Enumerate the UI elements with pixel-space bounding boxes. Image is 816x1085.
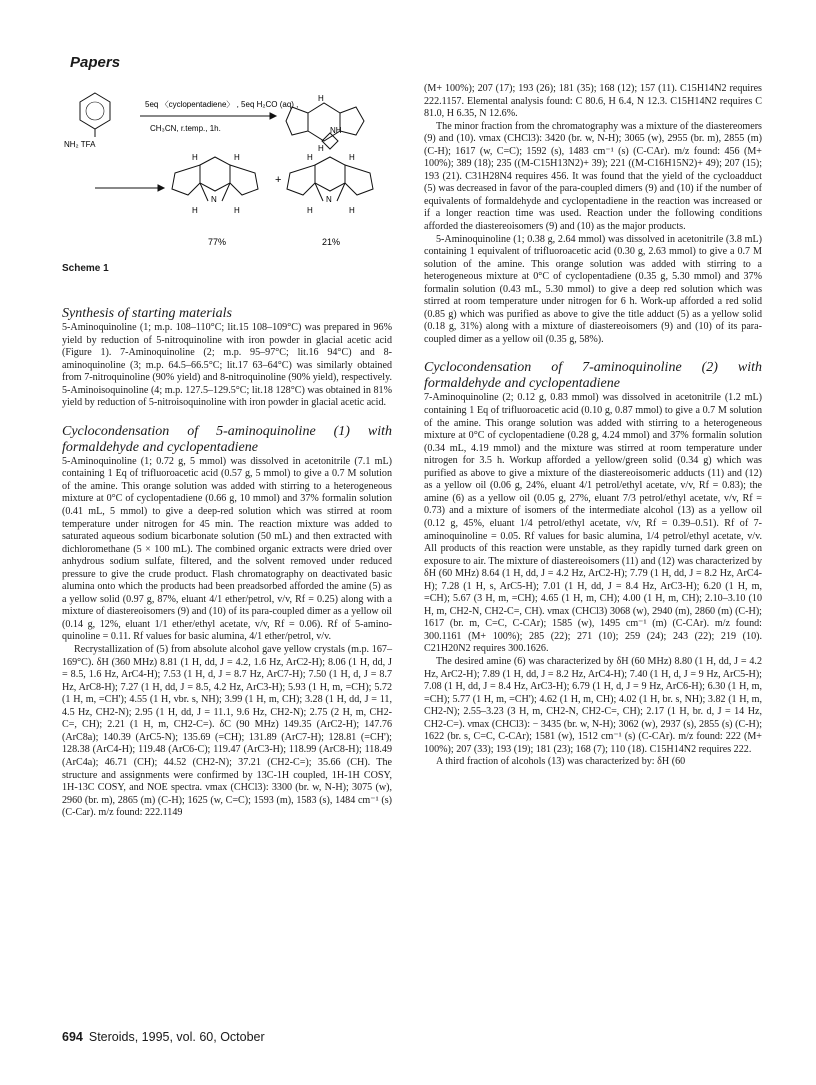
paragraph: 5-Aminoquinoline (1; 0.72 g, 5 mmol) was dissolved in acetonitrile (7.1 mL) containing 1 Eq of trifluoroacetic acid (0.57 g, 5 mmol) to give a 0.7 M solution of the amine. This orange solution was added with stirring to a heterogeneous mixture at 0°C of cyclopentadiene (0.66 g, 10 mmol) and 37% formalin solution (0.41 mL, 5 mmol) to give a deep-red solution which was stirred at room temperature under nitrogen for 45 min. The reaction mixture was added to saturated aqueous sodium bicarbonate solution (50 mL) and then extracted with dichloromethane (5 × 100 mL). The combined organic extracts were dried over anhydrous sodium sulfate, filtered, and the solvent removed under reduced pressure to give the crude product. Flash chromatography on deactivated basic alumina onto which the products had been preadsorbed afforded the amine (5) as a yellow solid (0.97 g, 87%, eluant 4/1 ether/petrol, v/v, Rf = 0.25) along with a mixture of diastereoisomers (9) and (10) of its para-coupled dimer as a yellow oil (0.14 g, 12%, eluant 1/1 ether/ethyl acetate, v/v, Rf = 0.06). Rf of 5-amino-quinoline = 0.11. Rf values for basic alumina, 4/1 ether/petrol, v/v. bbox=[62, 455, 392, 643]
section-title-synthesis: Synthesis of starting materials bbox=[62, 306, 232, 321]
product-77-core bbox=[200, 157, 230, 191]
right-column bbox=[424, 83, 762, 769]
section-title-cyclocondensation-5: Cyclocondensation of 5-aminoquinoline (1) with formaldehyde and cyclopentadiene bbox=[62, 423, 392, 455]
h-label: H bbox=[349, 153, 355, 162]
start-benzene-ring bbox=[80, 93, 110, 129]
paragraph: A third fraction of alcohols (13) was characterized by: δH (60 bbox=[436, 756, 686, 768]
h-label: H bbox=[192, 206, 198, 215]
paragraph: (M+ 100%); 207 (17); 193 (26); 181 (35); 168 (12); 157 (11). C15H14N2 requires 222.1157. Elemental analysis found: C 80.6, H 6.4, N 12.3. C15H14N2 requires C 81.0, H 6.35, N 12.6%. bbox=[424, 83, 762, 120]
h-label: H bbox=[318, 94, 324, 103]
paragraph: The minor fraction from the chromatography was a mixture of the diastereomers (9) and (10). νmax (CHCl3): 3420 (br. w, N-H); 3065 (w), 2955 (br. m), 2855 (m) (C-H); 1617 (w, C=C); 1592 (s), 1483 cm⁻¹ (s) (C-CAr). m/z found: 456 (M+ 100%); 389 (18); 235 ((M-C15H13N2)+ 39); 221 ((M-C16H15N2)+ 49); 207 (15); 193 (21). C31H28N4 requires 456. It was found that the yield of the cycloadduct (5) was decreased in favor of the para-coupled dimers (9) and (10) if the number of equivalents of formaldehyde and cyclopentadiene in the reaction was increased or if a longer reaction time was used. Reaction under the following conditions afforded the diastereoisomers (9) and (10) as the major products. bbox=[424, 120, 762, 233]
n-label: N bbox=[326, 195, 332, 204]
n-label: N bbox=[211, 195, 217, 204]
product-21-core bbox=[315, 157, 345, 191]
plus-sign: + bbox=[275, 174, 282, 186]
h-label: H bbox=[307, 153, 313, 162]
running-header: Papers bbox=[70, 54, 121, 71]
h-label: H bbox=[318, 144, 324, 153]
start-label: NH₂ TFA bbox=[64, 140, 96, 149]
h-label: H bbox=[349, 206, 355, 215]
scheme-1-figure bbox=[60, 85, 390, 275]
paragraph: The desired amine (6) was characterized by δH (60 MHz) 8.80 (1 H, dd, J = 4.2 Hz, ArC2-H); 7.89 (1 H, dd, J = 8.2 Hz, ArC4-H); 7.40 (1 H, d, J = 9 Hz, ArC5-H); 7.08 (1 H, dd, J = 8.4 Hz, ArC3-H); 6.79 (1 H, d, J = 9 Hz, ArC6-H); 6.30 (1 H, m, =CH); 5.77 (1 H, m, =CH'); 4.62 (1 H, m, CH); 4.02 (1 H, br. s, NH); 3.82 (1 H, m, CH2-N); 2.55–3.23 (3 H, m, CH2-N, CH2-C=, CH); 2.17 (1 H, br. d, J = 14 Hz, CH2-C=). νmax (CHCl3): − 3435 (br. w, N-H); 3062 (w), 2937 (s), 2855 (s) (C-H); 1622 (br. s, C=C, C-CAr); 1581 (w), 1512 cm⁻¹ (s) (C-CAr). m/z found: 222 (M+ 100%); 207 (33); 193 (19); 181 (23); 168 (7); 110 (18). C15H14N2 requires 222. bbox=[424, 655, 762, 755]
nh-label: NH bbox=[330, 126, 342, 135]
yield-77: 77% bbox=[208, 237, 227, 247]
h-label: H bbox=[307, 206, 313, 215]
yield-21: 21% bbox=[322, 237, 341, 247]
journal-citation: Steroids, 1995, vol. 60, October bbox=[88, 1030, 265, 1044]
paragraph: 5-Aminoquinoline (1; m.p. 108–110°C; lit.15 108–109°C) was prepared in 96% yield by reduction of 5-nitroquinoline with iron powder in glacial acetic acid (Figure 1). 7-Aminoquinoline (2; m.p. 95–97°C; lit.16 94°C) and 8-aminoquinoline (3; m.p. 64.5–66.5°C; lit.17 63–64°C) was similarly obtained from 7-nitroquinoline (90% yield) and 8-nitroquinoline (90% yield), respectively. 5-Aminoisoquinoline (4; m.p. 127.5–129.5°C; lit.18 128°C) was obtained in 81% yield by reduction of 5-nitroisoquinoline with iron powder in glacial acetic acid. bbox=[62, 322, 392, 409]
paragraph: 7-Aminoquinoline (2; 0.12 g, 0.83 mmol) was dissolved in acetonitrile (1.2 mL) containing 1 Eq of trifluoroacetic acid (0.10 g, 0.87 mmol) to give a 0.7 M solution of the amine. This orange solution was added with stirring to a heterogeneous mixture at 0°C of cyclopentadiene (0.28 g, 4.24 mmol) and 37% formalin solution (0.34 mL, 4.19 mmol) and the mixture was stirred at room temperature under nitrogen for 3.5 h. Workup afforded a yellow/green solid (0.34 g) which was purified as above to give a mixture of the diastereoisomeric adducts (11) and (12) as a yellow oil (0.06 g, 24%, eluant 4/1 petrol/ethyl acetate, v/v, Rf = 0.83); the amine (6) as a yellow oil (0.05 g, 27%, eluant 7/3 petrol/ethyl acetate, v/v, Rf = 0.73) and a mixture of isomers of the intermediate alcohol (13) as a yellow oil (0.12 g, 45%, eluant 1/4 petrol/ethyl acetate, v/v, Rf = 0.39–0.51). Rf of 7-aminoquinoline = 0.05. Rf values for basic alumina, 1/4 petrol/ethyl acetate, v/v. All products of this reaction were unstable, as they rapidly turned dark green on exposure to air. The mixture of diastereoisomers (11) and (12) was characterized by δH (60 MHz) 8.64 (1 H, dd, J = 4.2 Hz, ArC2-H); 7.79 (1 H, dd, J = 8.2 Hz, ArC4-H); 7.28 (1 H, s, ArC5-H); 7.01 (1 H, dd, J = 8.4 Hz, ArC3-H); 6.20 (1 H, m, =CH); 5.67 (3 H, m, =CH); 4.65 (1 H, m, CH); 4.00 (1 H, m, CH); 2.10–3.10 (10 H, m, CH2-N, CH2-C=, CH). νmax (CHCl3) 3068 (w), 2940 (m), 2860 (m) (C-H); 1617 (br. m, C=C, C-CAr); 1585 (w), 1495 cm⁻¹ (m) (C-CAr). m/z found: 300.1161 (M+ 100%); 285 (22); 271 (10); 259 (24); 243 (22); 219 (10). C21H20N2 requires 300.1626. bbox=[424, 392, 762, 655]
h-label: H bbox=[192, 153, 198, 162]
h-label: H bbox=[234, 153, 240, 162]
left-column bbox=[62, 306, 392, 820]
paragraph: 5-Aminoquinoline (1; 0.38 g, 2.64 mmol) was dissolved in acetonitrile (3.8 mL) containing 1 equivalent of trifluoroacetic acid (0.30 g, 2.63 mmol) to give a 0.7 M solution of the amine. This orange solution was added with stirring to a heterogeneous mixture at 0°C of cyclopentadiene (0.35 g, 5.30 mmol) and 37% formalin solution (0.43 mL, 5.30 mmol) to give a deep red solution which was stirred at room temperature under nitrogen for 6 h. Work-up afforded a red solid (0.85 g) which was purified as above to give the title adduct (5) as a yellow solid (0.18 g, 31%) along with a mixture of diastereoisomers (9) and (10) of its para-coupled dimer as a yellow oil (0.35 g, 58%). bbox=[424, 233, 762, 345]
page-footer bbox=[62, 1030, 265, 1044]
scheme-reagents-top: 5eq 〈cyclopentadiene〉 , 5eq H₂CO (aq) , bbox=[145, 100, 299, 109]
scheme-caption: Scheme 1 bbox=[62, 263, 109, 274]
scheme-reagents-bottom: CH₃CN, r.temp., 1h. bbox=[150, 124, 221, 133]
paragraph: Recrystallization of (5) from absolute alcohol gave yellow crystals (m.p. 167–169°C). δH (360 MHz) 8.81 (1 H, dd, J = 4.2, 1.6 Hz, ArC2-H); 8.06 (1 H, dd, J = 8.5, 1.6 Hz, ArC4-H); 7.53 (1 H, d, J = 8.7 Hz, ArC7-H); 7.50 (1 H, d, J = 8.7 Hz, ArC8-H); 7.27 (1 H, dd, J = 8.5, 4.2 Hz, ArC3-H); 5.93 (1 H, m, =CH); 5.72 (1 H, m, =CH'); 4.55 (1 H, vbr. s, NH); 3.99 (1 H, m, CH); 3.28 (1 H, dd, J = 11, 4.5 Hz, CH2-N); 2.95 (1 H, dd, J = 11.1, 9.6 Hz, CH2-N); 2.75 (2 H, m, CH2-C=, CH); 2.21 (1 H, m, CH2-C=). δC (90 MHz) 149.35 (ArC2-H); 147.76 (ArC8a); 140.39 (ArC5-N); 135.69 (=CH); 131.89 (ArC7-H); 128.81 (=CH'); 128.38 (ArC4-H); 119.48 (ArC6-C); 119.47 (ArC3-H); 118.99 (ArC8-H); 118.49 (ArC4a); 46.71 (CH); 44.52 (CH2-N); 37.21 (CH2-C=); 35.66 (CH). The structure and assignments were confirmed by 13C-1H coupled, 1H-1H COSY, 1H-13C COSY, and NOE spectra. νmax (CHCl3): 3300 (br. w, N-H); 3075 (w), 2960 (br. m), 2865 (m) (C-H); 1625 (w, C=C); 1593 (m), 1583 (s), 1484 cm⁻¹ (s) (C-Car). m/z found: 222.1149 bbox=[62, 644, 392, 819]
section-title-cyclocondensation-7: Cyclocondensation of 7-aminoquinoline (2) with formaldehyde and cyclopentadiene bbox=[424, 360, 762, 392]
page-number: 694 bbox=[62, 1030, 83, 1044]
h-label: H bbox=[234, 206, 240, 215]
